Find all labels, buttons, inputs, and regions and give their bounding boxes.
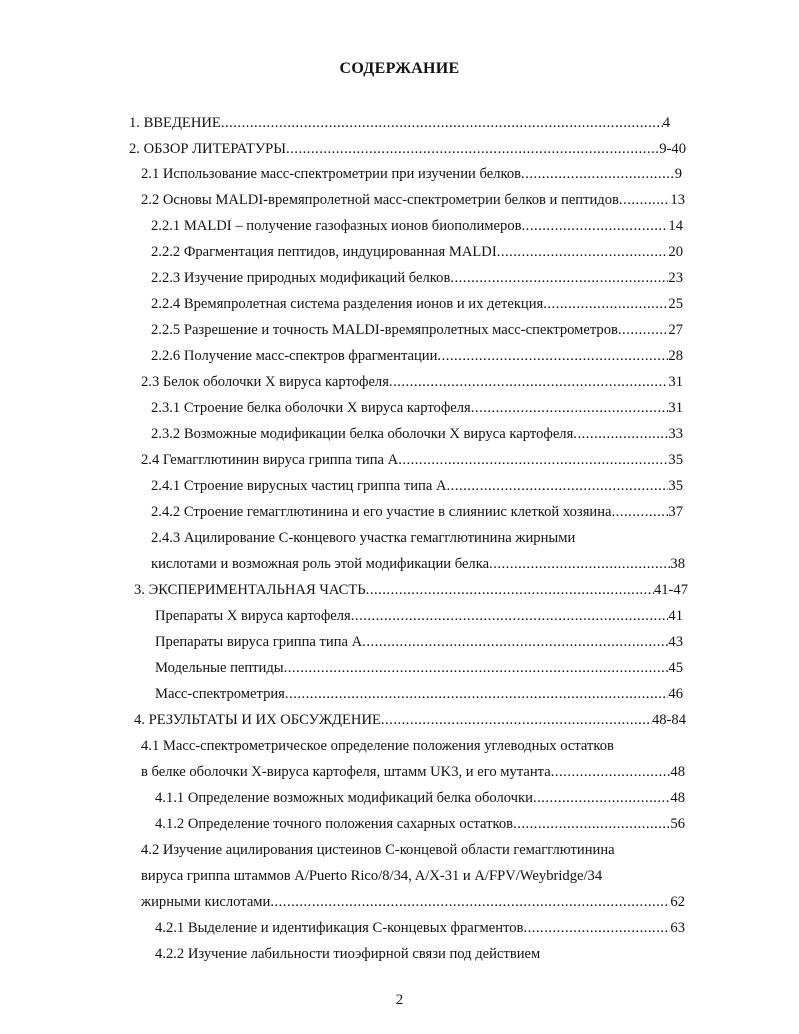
toc-entry-2-3-2	[151, 425, 683, 443]
toc-leader-dots	[471, 399, 669, 417]
toc-entry-page: 9	[674, 166, 682, 182]
toc-leader-dots	[521, 165, 675, 183]
toc-leader-dots	[523, 919, 670, 937]
toc-entry-page: 45	[668, 660, 683, 676]
toc-entry-page: 31	[668, 400, 683, 416]
toc-entry-page: 20	[668, 244, 683, 260]
toc-entry-label: 2.2 Основы MALDI-времяпролетной масс-спектрометрии белков и пептидов	[141, 192, 619, 208]
toc-leader-dots	[543, 295, 668, 313]
toc-entry-experimental	[134, 581, 688, 599]
toc-entry-label: 2.4 Гемагглютинин вируса гриппа типа А	[141, 452, 399, 468]
toc-entry-label: 2.4.2 Строение гемагглютинина и его участие в слиянииc клеткой хозяина	[151, 504, 612, 520]
toc-entry-4-2-2: 4.2.2 Изучение лабильности тиоэфирной связи под действием	[155, 946, 541, 962]
toc-entry-2-4-1	[151, 477, 683, 495]
toc-entry-page: 46	[668, 686, 683, 702]
toc-entry-label: 2.2.4 Времяпролетная система разделения ионов и их детекция	[151, 296, 544, 312]
toc-leader-dots	[437, 347, 668, 365]
toc-entry-page: 9-40	[659, 141, 686, 157]
toc-entry-4-2-line2: вируса гриппа штаммов A/Puerto Rico/8/34, A/X-31 и A/FPV/Weybridge/34	[141, 868, 603, 884]
toc-entry-page: 35	[668, 478, 683, 494]
toc-entry-page: 48-84	[651, 712, 686, 728]
toc-entry-label: 4.1.2 Определение точного положения сахарных остатков	[155, 816, 514, 832]
toc-entry-mass-spectrometry	[155, 685, 683, 703]
toc-entry-page: 35	[668, 452, 683, 468]
toc-entry-page: 38	[670, 556, 685, 572]
toc-entry-label: 2.2.6 Получение масс-спектров фрагментации	[151, 348, 438, 364]
toc-entry-label: Масс-спектрометрия	[155, 686, 285, 702]
toc-entry-label: 2.3 Белок оболочки Х вируса картофеля	[141, 374, 389, 390]
toc-leader-dots	[618, 321, 669, 339]
toc-entry-page: 14	[668, 218, 683, 234]
toc-entry-page: 41-47	[653, 582, 688, 598]
toc-entry-page: 37	[668, 504, 683, 520]
toc-entry-2-4	[141, 451, 683, 469]
toc-entry-label: 2.2.5 Разрешение и точность MALDI-времяпролетных масс-спектрометров	[151, 322, 618, 338]
toc-entry-4-1-2	[155, 815, 685, 833]
toc-entry-page: 25	[668, 296, 683, 312]
toc-entry-2-4-3-line2	[151, 555, 685, 573]
toc-entry-page: 43	[668, 634, 683, 650]
toc-entry-page: 28	[668, 348, 683, 364]
toc-entry-4-1-line2	[141, 763, 685, 781]
toc-entry-2-1	[141, 165, 682, 183]
toc-leader-dots	[381, 711, 652, 729]
toc-entry-label: 2.2.1 MALDI – получение газофазных ионов биополимеров	[151, 218, 522, 234]
toc-entry-2-3	[141, 373, 683, 391]
toc-entry-2-2-5	[151, 321, 683, 339]
toc-entry-model-peptides	[155, 659, 683, 677]
toc-leader-dots	[221, 114, 663, 132]
toc-entry-page: 4	[662, 115, 670, 131]
toc-entry-2-3-1	[151, 399, 683, 417]
toc-leader-dots	[351, 607, 669, 625]
toc-leader-dots	[389, 373, 668, 391]
toc-entry-label: 2. ОБЗОР ЛИТЕРАТУРЫ	[129, 141, 286, 157]
toc-entry-page: 41	[668, 608, 683, 624]
toc-entry-introduction	[129, 114, 670, 132]
toc-leader-dots	[612, 503, 669, 521]
toc-leader-dots	[513, 815, 670, 833]
toc-entry-label: 1. ВВЕДЕНИЕ	[129, 115, 221, 131]
toc-entry-2-2-3	[151, 269, 683, 287]
toc-entry-page: 63	[670, 920, 685, 936]
toc-leader-dots	[286, 140, 659, 158]
toc-entry-results	[134, 711, 686, 729]
toc-entry-2-2-1	[151, 217, 683, 235]
toc-leader-dots	[285, 685, 669, 703]
toc-entry-4-2-line1: 4.2 Изучение ацилирования цистеинов С-концевой области гемагглютинина	[141, 842, 615, 858]
toc-entry-label: Препараты вируса гриппа типа А	[155, 634, 363, 650]
toc-entry-label: 2.1 Использование масс-спектрометрии при изучении белков	[141, 166, 522, 182]
toc-entry-label: 2.4.1 Строение вирусных частиц гриппа типа А	[151, 478, 447, 494]
toc-entry-label: Препараты Х вируса картофеля	[155, 608, 351, 624]
toc-leader-dots	[573, 425, 668, 443]
toc-entry-page: 48	[670, 764, 685, 780]
toc-leader-dots	[366, 581, 654, 599]
toc-entry-2-2-2	[151, 243, 683, 261]
toc-entry-influenza-preparations	[155, 633, 683, 651]
toc-entry-page: 48	[670, 790, 685, 806]
toc-entry-literature-review	[129, 140, 686, 158]
toc-entry-2-2	[141, 191, 685, 209]
toc-entry-2-4-3-line1: 2.4.3 Ацилирование С-концевого участка гемагглютинина жирными	[151, 530, 576, 546]
toc-entry-2-2-4	[151, 295, 683, 313]
toc-leader-dots	[497, 243, 669, 261]
toc-entry-label: 3. ЭКСПЕРИМЕНТАЛЬНАЯ ЧАСТЬ	[134, 582, 366, 598]
toc-entry-label: 4. РЕЗУЛЬТАТЫ И ИХ ОБСУЖДЕНИЕ	[134, 712, 381, 728]
page-number: 2	[395, 992, 404, 1008]
toc-entry-page: 33	[668, 426, 683, 442]
toc-entry-label: 2.2.3 Изучение природных модификаций белков	[151, 270, 451, 286]
toc-leader-dots	[533, 789, 670, 807]
toc-entry-4-1-1	[155, 789, 685, 807]
toc-entry-page: 31	[668, 374, 683, 390]
toc-entry-2-2-6	[151, 347, 683, 365]
toc-entry-label: 2.2.2 Фрагментация пептидов, индуцированная MALDI	[151, 244, 497, 260]
toc-entry-4-2-line3	[141, 893, 685, 911]
toc-leader-dots	[450, 269, 668, 287]
toc-entry-page: 62	[670, 894, 685, 910]
toc-entry-label: кислотами и возможная роль этой модификации белка	[151, 556, 490, 572]
toc-leader-dots	[619, 191, 671, 209]
toc-entry-4-1-line1: 4.1 Масс-спектрометрическое определение положения углеводных остатков	[141, 738, 614, 754]
toc-leader-dots	[551, 763, 671, 781]
toc-leader-dots	[398, 451, 668, 469]
toc-entry-page: 23	[668, 270, 683, 286]
toc-entry-label: Модельные пептиды	[155, 660, 284, 676]
toc-leader-dots	[270, 893, 670, 911]
toc-leader-dots	[489, 555, 670, 573]
toc-entry-pvx-preparations	[155, 607, 683, 625]
toc-entry-2-4-2	[151, 503, 683, 521]
toc-entry-page: 56	[670, 816, 685, 832]
toc-leader-dots	[284, 659, 669, 677]
toc-entry-4-2-1	[155, 919, 685, 937]
toc-entry-label: 2.3.2 Возможные модификации белка оболочки Х вируса картофеля	[151, 426, 574, 442]
toc-entry-label: 4.2.1 Выделение и идентификация С-концевых фрагментов	[155, 920, 524, 936]
toc-entry-label: жирными кислотами	[141, 894, 271, 910]
toc-entry-label: в белке оболочки Х-вируса картофеля, штамм UK3, и его мутанта	[141, 764, 551, 780]
toc-leader-dots	[447, 477, 669, 495]
toc-entry-label: 4.1.1 Определение возможных модификаций белка оболочки	[155, 790, 533, 806]
page-title: СОДЕРЖАНИЕ	[339, 60, 460, 77]
toc-entry-label: 2.3.1 Строение белка оболочки Х вируса картофеля	[151, 400, 471, 416]
toc-leader-dots	[522, 217, 669, 235]
toc-entry-page: 13	[670, 192, 685, 208]
toc-leader-dots	[362, 633, 668, 651]
toc-entry-page: 27	[668, 322, 683, 338]
